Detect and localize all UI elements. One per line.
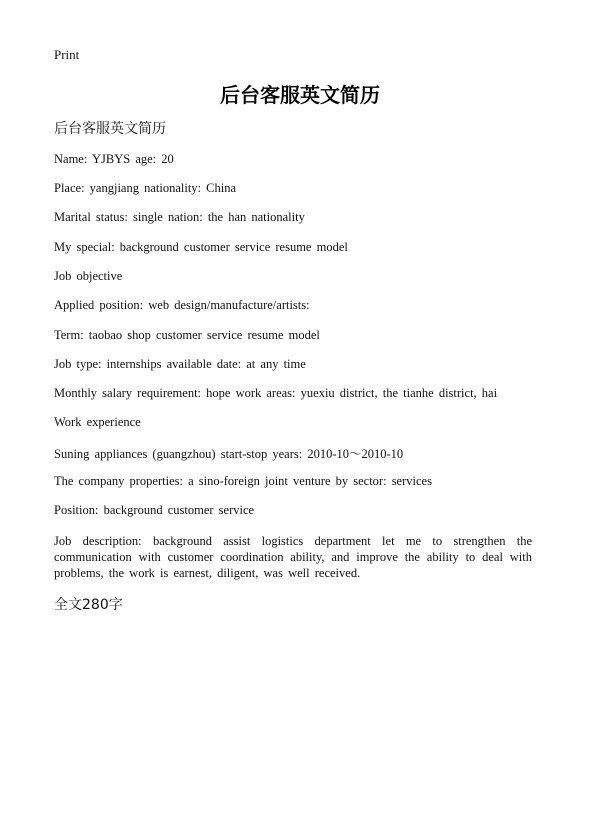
resume-line-name: Name: YJBYS age: 20: [54, 152, 174, 166]
resume-line-term: Term: taobao shop customer service resume model: [54, 328, 320, 342]
resume-line-special: My special: background customer service resume model: [54, 240, 348, 254]
section-heading-job-objective: Job objective: [54, 269, 123, 283]
resume-line-salary: Monthly salary requirement: hope work areas: yuexiu district, the tianhe district, hai: [54, 386, 498, 400]
resume-line-employer: Suning appliances (guangzhou) start-stop years: 2010-10～2010-10: [54, 447, 404, 461]
section-heading-work-experience: Work experience: [54, 415, 141, 429]
resume-line-position: Position: background customer service: [54, 503, 255, 517]
document-subtitle: 后台客服英文简历: [54, 121, 166, 137]
resume-line-marital-status: Marital status: single nation: the han nationality: [54, 210, 305, 224]
resume-line-company-properties: The company properties: a sino-foreign joint venture by sector: services: [54, 474, 432, 488]
job-description-paragraph: Job description: background assist logistics department let me to strengthen the communication with customer coordination ability, and improve the ability to deal with problems, the work is earnest, diligent, was well received.: [54, 534, 532, 580]
resume-line-job-type: Job type: internships available date: at any time: [54, 357, 306, 371]
resume-line-applied-position: Applied position: web design/manufacture/artists:: [54, 298, 310, 312]
word-count: 全文280字: [54, 597, 123, 613]
print-link[interactable]: Print: [54, 47, 80, 62]
resume-line-place: Place: yangjiang nationality: China: [54, 181, 237, 195]
document-title: 后台客服英文简历: [220, 83, 380, 107]
